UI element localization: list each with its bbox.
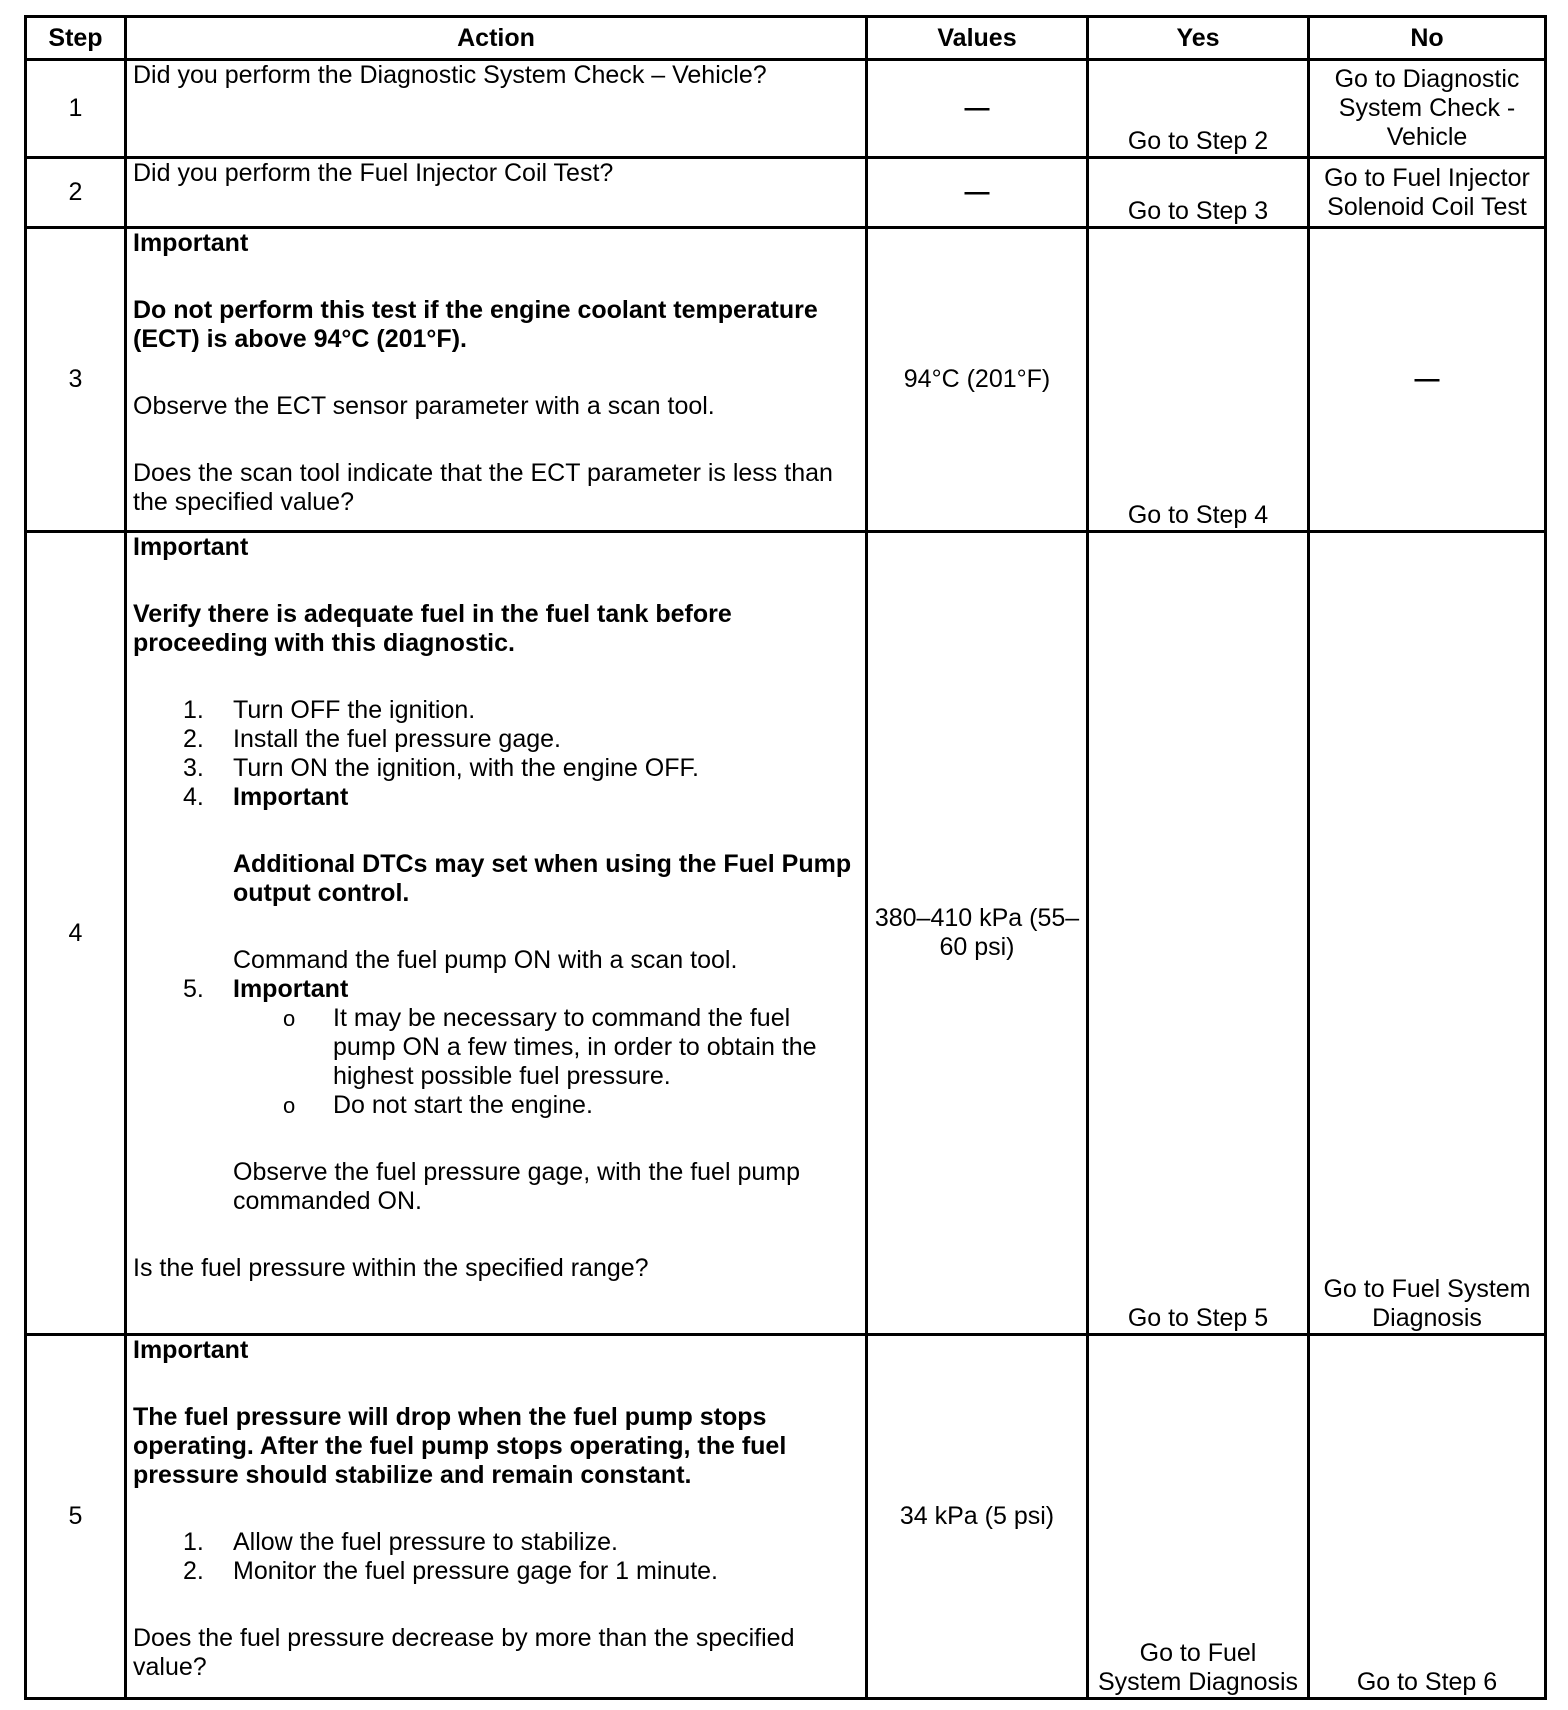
list-item: 1. Turn OFF the ignition. [183, 696, 476, 724]
substep-list [133, 1528, 859, 1586]
header-yes: Yes [1088, 17, 1309, 60]
yes-cell: Go to Step 4 [1088, 228, 1309, 532]
important-label: Important [233, 975, 349, 1003]
bullet-icon: o [283, 1006, 296, 1031]
yes-cell: Go to Step 5 [1088, 532, 1309, 1335]
action-question: Does the scan tool indicate that the ECT parameter is less than the specified value? [133, 459, 833, 516]
list-item: 2. Monitor the fuel pressure gage for 1 minute. [183, 1557, 718, 1585]
step-number: 2 [26, 158, 126, 228]
yes-cell: Go to Step 2 [1088, 60, 1309, 158]
step-number: 3 [26, 228, 126, 532]
important-warning: Do not perform this test if the engine coolant temperature (ECT) is above 94°C (201°F). [133, 296, 818, 353]
header-no: No [1309, 17, 1546, 60]
action-question: Is the fuel pressure within the specified range? [133, 1254, 649, 1282]
action-question: Does the fuel pressure decrease by more than the specified value? [133, 1624, 795, 1681]
list-item: 1. Allow the fuel pressure to stabilize. [183, 1528, 618, 1556]
action-question: Did you perform the Fuel Injector Coil Test? [133, 159, 614, 187]
value-text: — [1414, 365, 1440, 393]
values-cell: 94°C (201°F) [867, 228, 1088, 532]
header-step: Step [26, 17, 126, 60]
header-values: Values [867, 17, 1088, 60]
no-cell [1309, 228, 1546, 532]
values-cell: 34 kPa (5 psi) [867, 1335, 1088, 1699]
important-warning: Verify there is adequate fuel in the fuel tank before proceeding with this diagnostic. [133, 600, 732, 657]
important-label: Important [133, 229, 249, 257]
important-warning: The fuel pressure will drop when the fuel pump stops operating. After the fuel pump stops operating, the fuel pressure should stabilize and remain constant. [133, 1403, 787, 1489]
step-number: 5 [26, 1335, 126, 1699]
substep-text: Observe the fuel pressure gage, with the fuel pump commanded ON. [233, 1158, 800, 1215]
no-cell: Go to Diagnostic System Check - Vehicle [1309, 60, 1546, 158]
header-action: Action [126, 17, 867, 60]
table-row [26, 228, 1546, 532]
no-cell: Go to Fuel Injector Solenoid Coil Test [1309, 158, 1546, 228]
list-item: o It may be necessary to command the fuel pump ON a few times, in order to obtain the highest possible fuel pressure. [283, 1004, 817, 1090]
bullet-list [233, 1004, 859, 1120]
list-item: o Do not start the engine. [283, 1091, 593, 1119]
action-cell [126, 60, 867, 158]
important-label: Important [133, 533, 249, 561]
list-item: 4. Important Additional DTCs may set when using the Fuel Pump output control. Command the fuel pump ON with a scan tool. [133, 783, 859, 975]
step-number: 4 [26, 532, 126, 1335]
yes-cell: Go to Fuel System Diagnosis [1088, 1335, 1309, 1699]
values-cell [867, 60, 1088, 158]
action-cell [126, 158, 867, 228]
action-cell [126, 532, 867, 1335]
step-number: 1 [26, 60, 126, 158]
no-cell: Go to Step 6 [1309, 1335, 1546, 1699]
substep-list [133, 696, 859, 1004]
action-cell [126, 228, 867, 532]
value-text: — [964, 94, 990, 122]
table-row [26, 158, 1546, 228]
important-label: Important [233, 783, 349, 811]
table-row [26, 1335, 1546, 1699]
table-row [26, 60, 1546, 158]
bullet-icon: o [283, 1093, 296, 1118]
table-row [26, 532, 1546, 1335]
action-question: Did you perform the Diagnostic System Check – Vehicle? [133, 61, 767, 89]
list-item: 5. Important [133, 975, 859, 1004]
important-warning: Additional DTCs may set when using the Fuel Pump output control. [233, 850, 852, 907]
list-item: 3. Turn ON the ignition, with the engine OFF. [183, 754, 699, 782]
values-cell: 380–410 kPa (55–60 psi) [867, 532, 1088, 1335]
yes-cell: Go to Step 3 [1088, 158, 1309, 228]
important-label: Important [133, 1336, 249, 1364]
header-row [26, 17, 1546, 60]
list-item: 2. Install the fuel pressure gage. [183, 725, 561, 753]
substep-text: Command the fuel pump ON with a scan tool. [233, 946, 738, 974]
no-cell: Go to Fuel System Diagnosis [1309, 532, 1546, 1335]
value-text: — [964, 178, 990, 206]
action-cell [126, 1335, 867, 1699]
diagnostic-table [24, 15, 1547, 1700]
values-cell [867, 158, 1088, 228]
action-instruction: Observe the ECT sensor parameter with a scan tool. [133, 392, 715, 420]
